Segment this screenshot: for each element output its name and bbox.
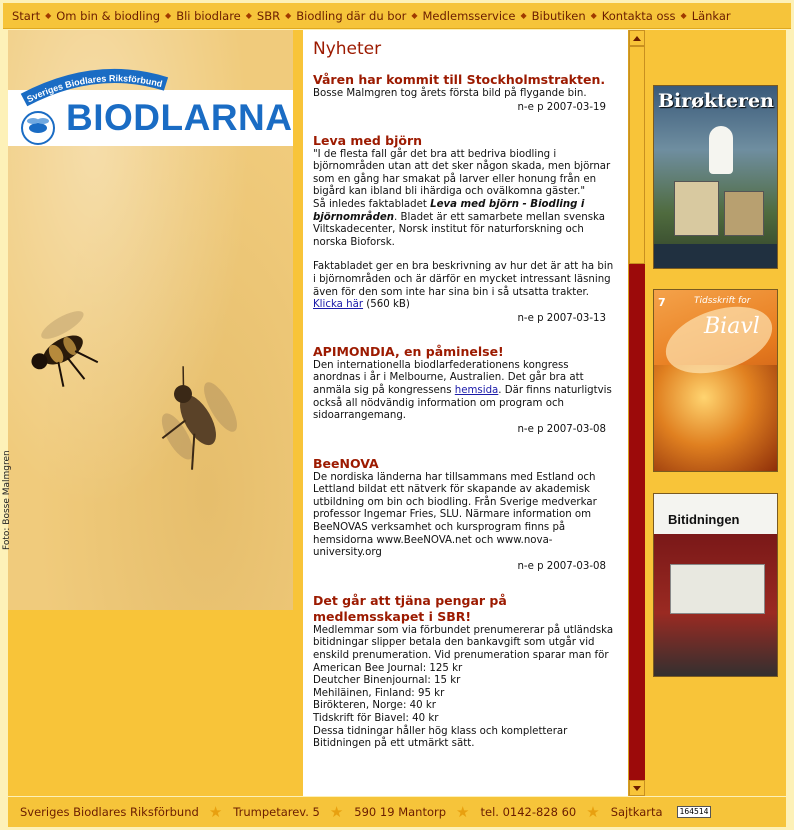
news-body: Medlemmar som via förbundet prenumererar på utländska bitidningar slipper betala den bankavgift som utgår vid enskild prenumeration. Vid prenumeration sparar man för xyxy=(313,624,614,662)
diamond-icon: ◆ xyxy=(680,11,687,20)
footer-phone: tel. 0142-828 60 xyxy=(480,805,577,819)
news-item xyxy=(313,72,618,114)
logo-name[interactable]: BIODLARNA xyxy=(66,97,293,138)
nav-item-bli-biodlare[interactable]: Bli biodlare xyxy=(176,8,241,23)
magazine-bitidningen[interactable] xyxy=(653,493,778,677)
magazine-title: Biavl xyxy=(704,314,760,339)
hive-box-figure xyxy=(670,564,765,614)
news-date: n-e p 2007-03-08 xyxy=(517,560,606,572)
news-title[interactable]: Våren har kommit till Stockholmstrakten. xyxy=(313,72,606,87)
diamond-icon: ◆ xyxy=(165,11,172,20)
hive-figure xyxy=(724,191,764,236)
footer-postal: 590 19 Mantorp xyxy=(354,805,447,819)
news-title[interactable]: APIMONDIA, en påminelse! xyxy=(313,343,504,359)
news-text: Så inledes faktabladet xyxy=(313,198,431,210)
magazine-birokteren[interactable] xyxy=(653,85,778,269)
magazine-number: 7 xyxy=(658,296,666,309)
nav-item-kontakta-oss[interactable]: Kontakta oss xyxy=(601,8,676,23)
price-line: Deutcher Binenjournal: 15 kr xyxy=(313,675,461,687)
news-quote: "I de flesta fall går det bra att bedriva biodling i björnområden utan att det sker någon skada, men björnar som en gång har smakat på larver eller honung från en bigård kan ibland bli ihärdiga och ovälkomna gäster." xyxy=(313,148,611,198)
news-body xyxy=(313,199,618,249)
footer-org: Sveriges Biodlares Riksförbund xyxy=(20,805,199,819)
diamond-icon: ◆ xyxy=(45,11,52,20)
nav-item-bibutiken[interactable]: Bibutiken xyxy=(531,8,586,23)
nav-item-om-bin-biodling[interactable]: Om bin & biodling xyxy=(56,8,161,23)
star-icon: ★ xyxy=(456,803,470,821)
congress-website-link[interactable]: hemsida xyxy=(454,384,499,396)
left-panel xyxy=(8,612,293,796)
news-scrollbar[interactable] xyxy=(628,30,645,796)
diamond-icon: ◆ xyxy=(520,11,527,20)
news-title[interactable]: Leva med björn xyxy=(313,132,423,148)
news-item xyxy=(313,456,618,573)
news-text: Faktabladet ger en bra beskrivning av hur det är att ha bin i björnområden och är därför en mycket intressant läsning även för den som inte har sina bin i så utsatta trakter. xyxy=(313,261,614,298)
footer-street: Trumpetarev. 5 xyxy=(233,805,320,819)
news-title[interactable]: BeeNOVA xyxy=(313,455,379,471)
magazine-title: Bitidningen xyxy=(668,512,740,527)
news-column xyxy=(303,30,628,796)
diamond-icon: ◆ xyxy=(590,11,597,20)
star-icon: ★ xyxy=(208,803,223,821)
nav-item-länkar[interactable]: Länkar xyxy=(691,8,731,23)
news-body: Bosse Malmgren tog årets första bild på flygande bin. xyxy=(313,88,587,99)
price-line: Tidskrift för Biavel: 40 kr xyxy=(313,713,439,724)
page-title: Nyheter xyxy=(313,39,382,59)
news-body xyxy=(313,261,618,311)
star-icon: ★ xyxy=(586,803,600,821)
nav-item-biodling-där-du-bor[interactable]: Biodling där du bor xyxy=(296,8,407,23)
magazine-subtitle: Tidsskrift for xyxy=(694,296,751,306)
news-date: n-e p 2007-03-13 xyxy=(517,312,606,324)
news-text: . Där finns naturligtvis också all nödvändig information om program och sidoarrangemang. xyxy=(313,384,612,422)
nav-item-start[interactable]: Start xyxy=(12,8,41,23)
photo-credit: Foto: Bosse Malmgren xyxy=(2,450,12,550)
magazine-footer xyxy=(654,244,777,268)
honey-image xyxy=(654,365,778,472)
price-line: American Bee Journal: 125 kr xyxy=(313,662,463,674)
magazine-title: Birøkteren xyxy=(658,90,774,112)
visitor-counter: 164514 xyxy=(677,806,712,818)
news-body xyxy=(313,360,618,423)
nav-item-sbr[interactable]: SBR xyxy=(256,8,281,23)
arrow-up-icon xyxy=(633,36,641,41)
hive-figure xyxy=(674,181,719,236)
news-item xyxy=(313,344,618,436)
scroll-up-button[interactable] xyxy=(629,30,645,46)
sitemap-link[interactable]: Sajtkarta xyxy=(610,805,663,819)
logo-arc-text: Sveriges Biodlares Riksförbund xyxy=(25,73,164,105)
factsheet-title: Leva med björn - Biodling i björnområden xyxy=(313,198,585,223)
news-item xyxy=(313,593,618,751)
arrow-down-icon xyxy=(633,786,641,791)
magazine-tidsskrift-biavl[interactable] xyxy=(653,289,778,472)
click-here-link[interactable]: Klicka här xyxy=(313,299,364,311)
price-line: Birökteren, Norge: 40 kr xyxy=(313,700,436,712)
diamond-icon: ◆ xyxy=(411,11,418,20)
scrollbar-thumb[interactable] xyxy=(629,46,645,264)
news-item xyxy=(313,133,618,325)
diamond-icon: ◆ xyxy=(285,11,292,20)
news-title[interactable]: Det går att tjäna pengar på medlemsskapet i SBR! xyxy=(313,592,507,624)
news-date: n-e p 2007-03-19 xyxy=(517,101,606,113)
nav-item-medlemsservice[interactable]: Medlemsservice xyxy=(422,8,516,23)
news-date: n-e p 2007-03-08 xyxy=(517,423,606,435)
news-closing: Dessa tidningar håller hög klass och kompletterar Bitidningen på ett utmärkt sätt. xyxy=(313,725,568,750)
beekeeper-figure xyxy=(709,126,733,174)
news-text: . Bladet är ett samarbete mellan svenska Viltskadecenter, Norsk institut för naturforskning och norska Bioforsk. xyxy=(313,211,605,248)
footer xyxy=(8,797,786,827)
news-text: Den internationella biodlarfederationens kongress anordnas i år i Melbourne, Australien. Det går bra att anmäla sig på kongressens xyxy=(313,359,584,396)
diamond-icon: ◆ xyxy=(245,11,252,20)
file-size: (560 kB) xyxy=(363,299,410,311)
price-line: Mehiläinen, Finland: 95 kr xyxy=(313,687,445,699)
top-navigation xyxy=(3,3,791,29)
star-icon: ★ xyxy=(329,803,344,821)
news-body: De nordiska länderna har tillsammans med Estland och Lettland bildat ett nätverk för skapande av akademisk utbildning om bin och biodling. Från Sverige medverkar professor Ingemar Fries, SLU. Närmare information om BeeNOVAS verksamhet och kursprogram finns på hemsidorna www.BeeNOVA.net och www.nova-university.org xyxy=(313,471,597,559)
scroll-down-button[interactable] xyxy=(629,780,645,796)
